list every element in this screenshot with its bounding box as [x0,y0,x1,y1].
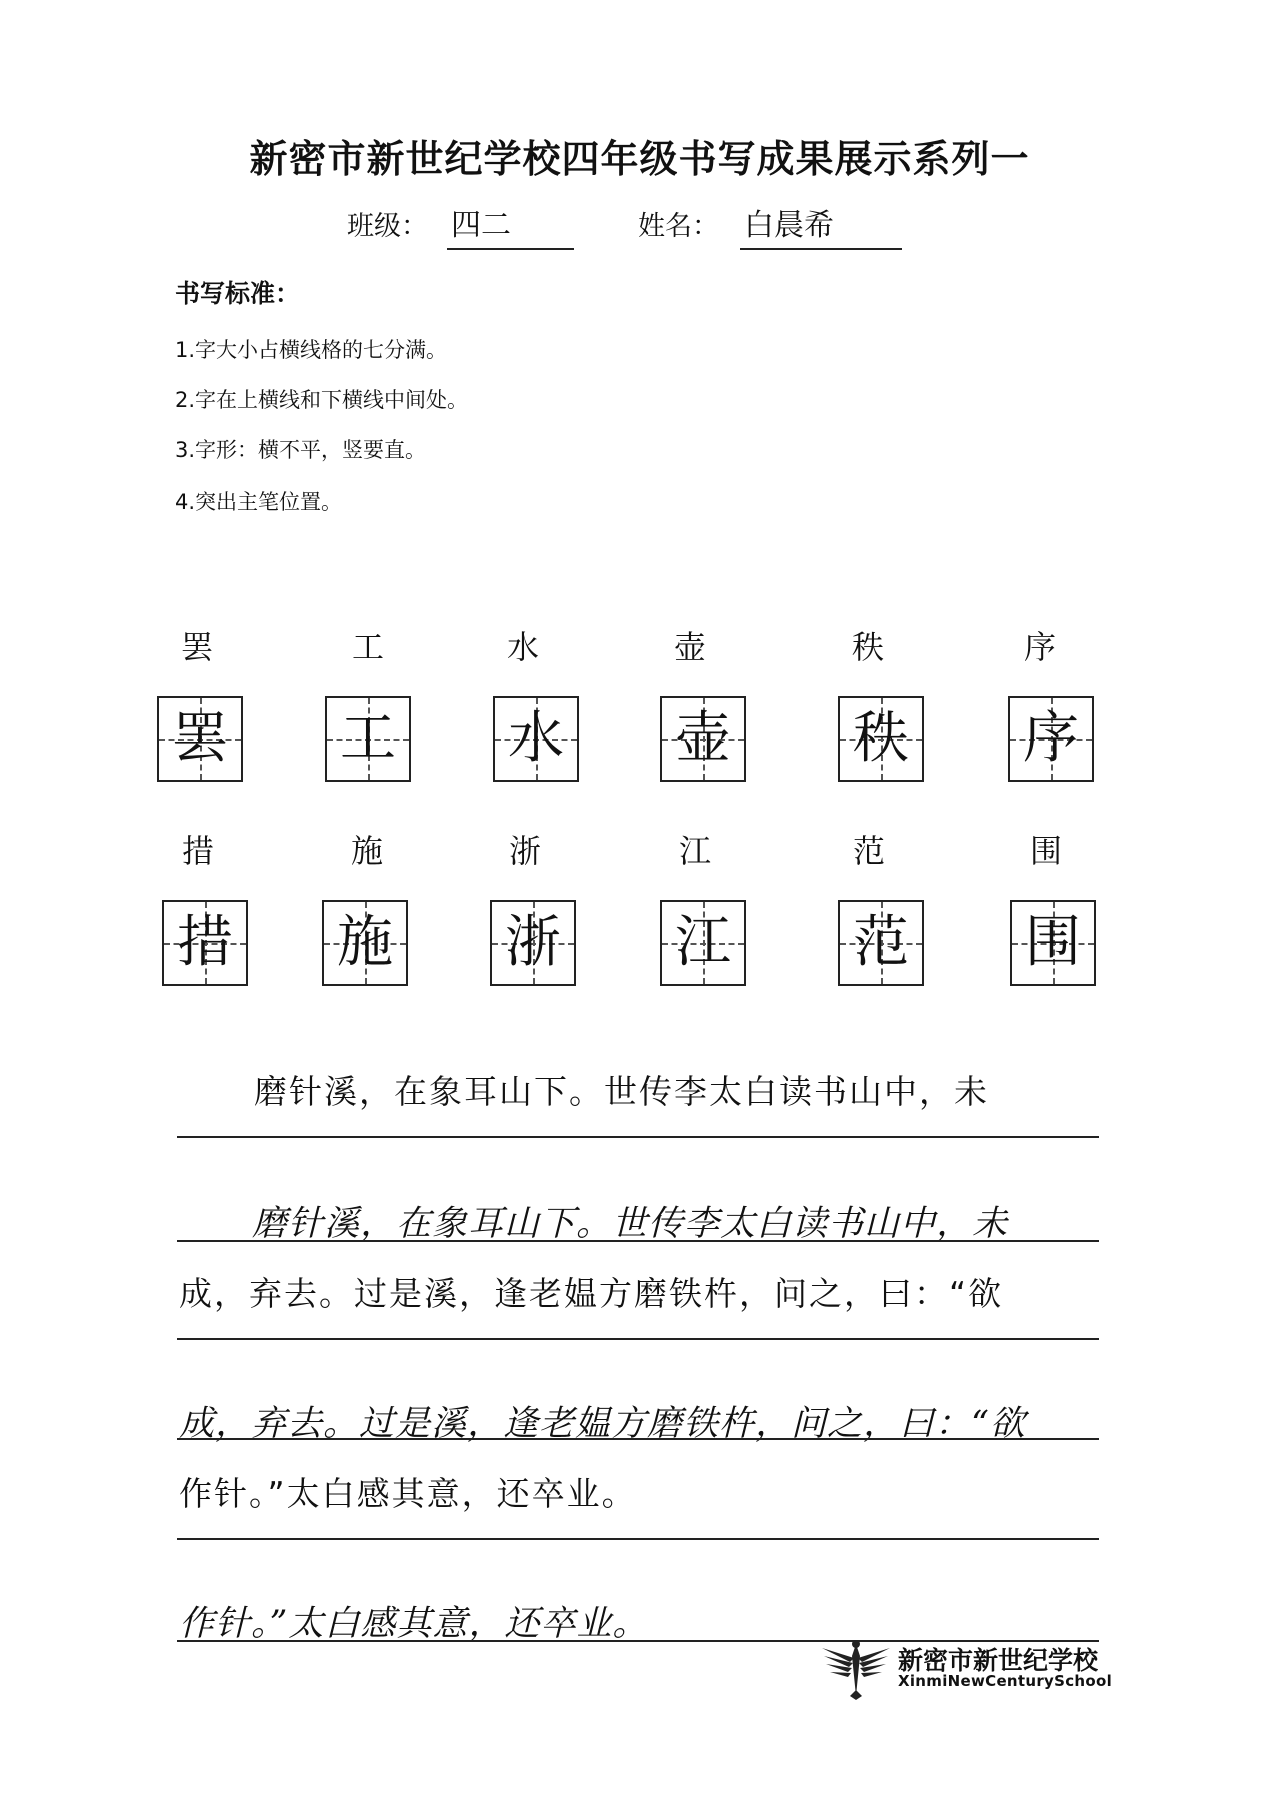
tianzige-box [322,900,408,986]
handwritten-char: 范 [853,910,909,975]
printed-char: 范 [852,832,885,870]
printed-char: 罢 [180,628,213,666]
tianzige-box [660,696,746,782]
handwritten-char: 秩 [853,706,909,771]
passage-printed-line: 作针。”太白感其意，还卒业。 [179,1474,637,1513]
printed-char: 序 [1023,628,1056,666]
tianzige-box [838,696,924,782]
school-emblem-icon [820,1636,892,1702]
handwritten-char: 施 [337,910,393,975]
passage-handwritten-line: 成，弃去。过是溪，逢老媪方磨铁杵，问之，曰：“欲 [179,1404,1026,1444]
printed-char: 围 [1029,832,1062,870]
handwritten-char: 江 [675,910,731,975]
passage-handwritten-line: 磨针溪，在象耳山下。世传李太白读书山中，未 [252,1204,1009,1244]
standard-item: 3.字形：横不平，竖要直。 [175,438,427,462]
handwritten-char: 水 [508,706,564,771]
school-logo-name: 新密市新世纪学校 [898,1646,1099,1675]
tianzige-box [490,900,576,986]
handwritten-char: 序 [1023,706,1079,771]
writing-rule [177,1438,1099,1440]
handwritten-char: 工 [340,706,396,771]
passage-printed-line: 成，弃去。过是溪，逢老媪方磨铁杵，问之，曰：“欲 [179,1274,1004,1313]
printed-char: 水 [506,628,539,666]
printed-char: 浙 [508,832,541,870]
tianzige-box [162,900,248,986]
writing-rule [177,1240,1099,1242]
writing-rule [177,1338,1099,1340]
class-value: 四二 [447,200,574,250]
standard-item: 2.字在上横线和下横线中间处。 [175,388,469,412]
passage-printed-line: 磨针溪，在象耳山下。世传李太白读书山中，未 [254,1072,989,1111]
name-label: 姓名： [638,211,719,242]
printed-char: 江 [678,832,711,870]
printed-char: 措 [181,832,214,870]
tianzige-box [1008,696,1094,782]
tianzige-box [157,696,243,782]
standard-item: 1.字大小占横线格的七分满。 [175,338,448,362]
standard-item: 4.突出主笔位置。 [175,490,343,514]
class-label: 班级： [347,211,428,242]
handwritten-char: 罢 [172,706,228,771]
handwritten-char: 壶 [675,706,731,771]
tianzige-box [660,900,746,986]
handwritten-char: 措 [177,910,233,975]
school-logo-english: XinmiNewCenturySchool [898,1672,1113,1690]
writing-rule [177,1538,1099,1540]
tianzige-box [838,900,924,986]
tianzige-box [1010,900,1096,986]
handwritten-char: 浙 [505,910,561,975]
page-title: 新密市新世纪学校四年级书写成果展示系列一 [249,137,1030,181]
passage-handwritten-line: 作针。”太白感其意，还卒业。 [179,1604,649,1644]
standards-heading: 书写标准： [175,279,301,308]
handwritten-char: 围 [1025,910,1081,975]
tianzige-box [493,696,579,782]
tianzige-box [325,696,411,782]
printed-char: 施 [350,832,383,870]
name-value: 白晨希 [740,200,902,250]
printed-char: 工 [351,628,384,666]
printed-char: 秩 [851,628,884,666]
writing-rule [177,1136,1099,1138]
printed-char: 壶 [673,628,706,666]
